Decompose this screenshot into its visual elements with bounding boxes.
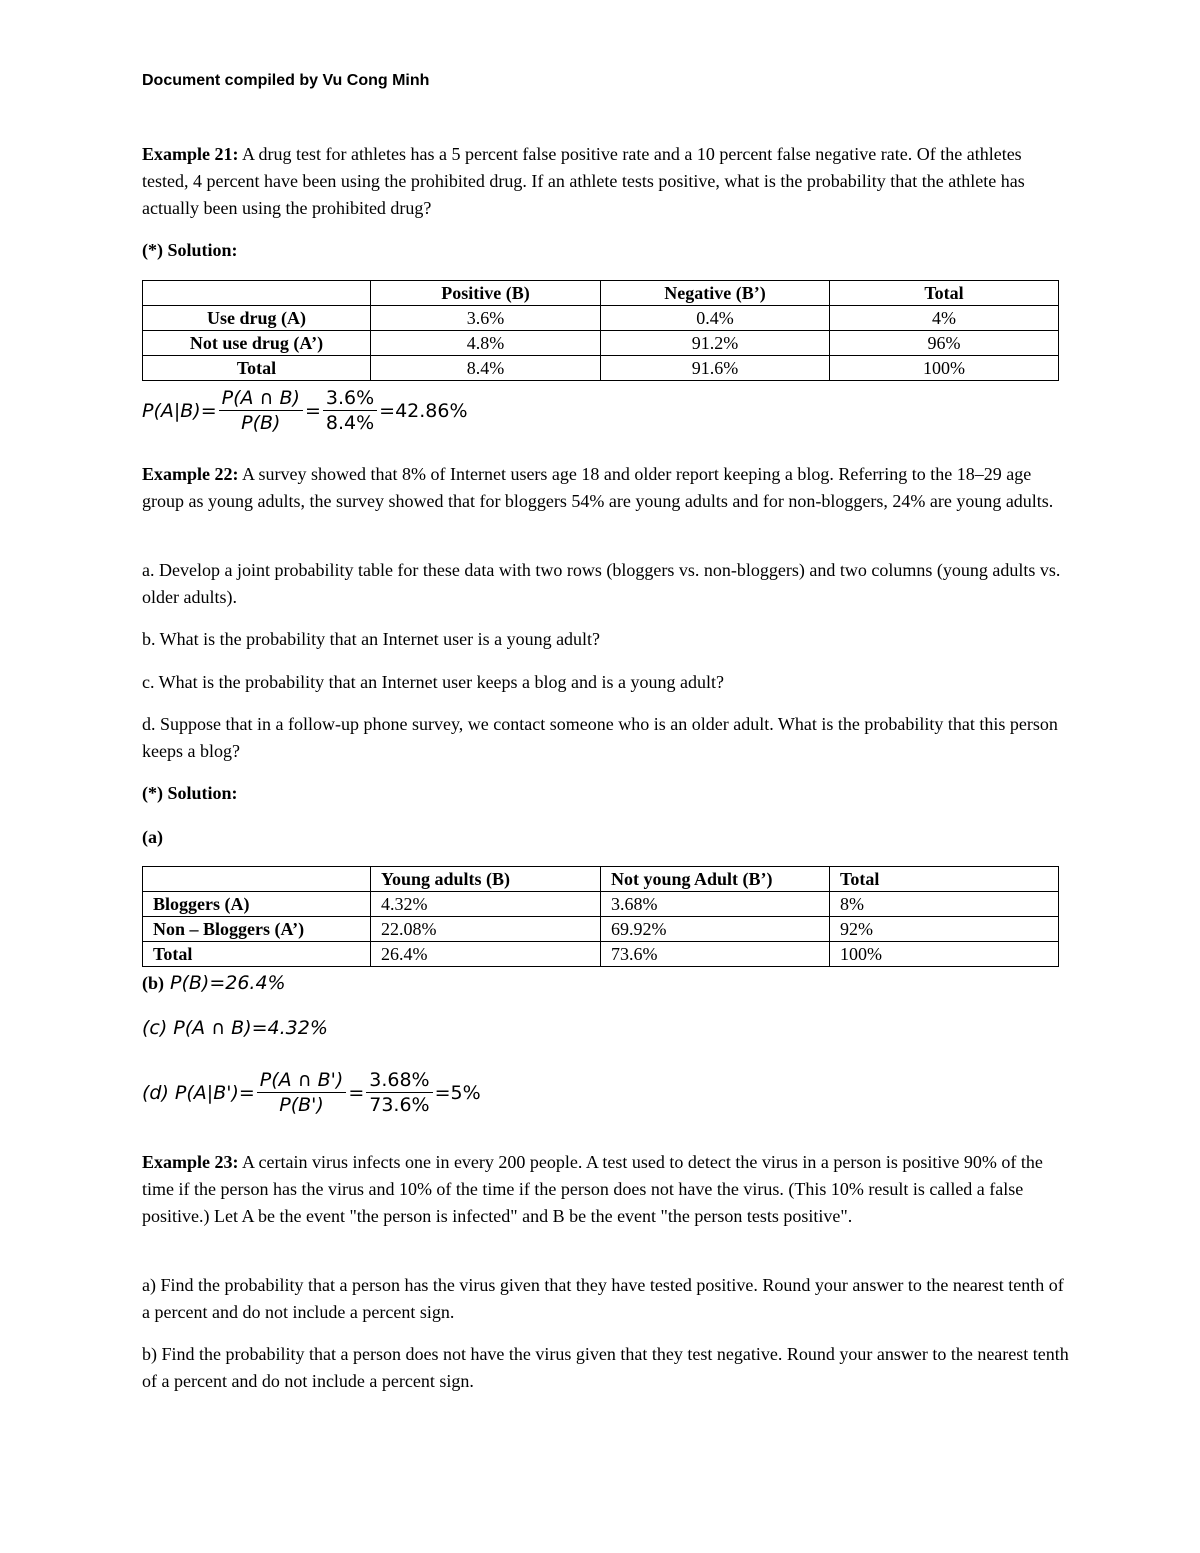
table-cell: 4.8% <box>371 331 601 356</box>
table-cell: 73.6% <box>601 942 830 967</box>
table-header-row <box>143 281 1059 306</box>
example-21-solution-heading: (*) Solution: <box>142 240 238 260</box>
table-cell: 92% <box>830 917 1059 942</box>
example-22-solution-heading: (*) Solution: <box>142 783 238 803</box>
example-22-question-b: b. What is the probability that an Internet user is a young adult? <box>142 629 601 649</box>
table-cell: 26.4% <box>371 942 601 967</box>
table-header-cell: Total <box>830 867 1059 892</box>
table-cell: 4.32% <box>371 892 601 917</box>
formula-fraction: $\frac{P(A \cap B)}{P(B)}$ <box>219 386 303 435</box>
table-cell: 3.6% <box>371 306 601 331</box>
table-cell: 91.6% <box>601 356 830 381</box>
formula-fraction: $\frac{P(A \cap B')}{P(B')}$ <box>257 1068 347 1117</box>
formula-result: =5% <box>434 1081 481 1104</box>
table-cell: 8.4% <box>371 356 601 381</box>
example-22-question-c: c. What is the probability that an Internet user keeps a blog and is a young adult? <box>142 672 725 692</box>
row-header-cell: Non – Bloggers (A’) <box>143 917 371 942</box>
table-header-cell <box>143 867 371 892</box>
table-cell: 91.2% <box>601 331 830 356</box>
document-header: Document compiled by Vu Cong Minh <box>142 72 430 89</box>
table-cell: 96% <box>830 331 1059 356</box>
table-cell: 0.4% <box>601 306 830 331</box>
row-header-cell: Not use drug (A’) <box>143 331 371 356</box>
drug-test-table <box>142 280 1059 381</box>
table-row <box>143 306 1059 331</box>
table-row <box>143 942 1059 967</box>
example-23-question-b: b) Find the probability that a person does not have the virus given that they test negative. Round your answer to the nearest tenth of a percent and do not include a percent sign. <box>142 1344 1069 1391</box>
example-22-question-d: d. Suppose that in a follow-up phone survey, we contact someone who is an older adult. What is the probability that this person keeps a blog? <box>142 714 1058 761</box>
table-header-cell: Young adults (B) <box>371 867 601 892</box>
table-row <box>143 356 1059 381</box>
formula-fraction: $\frac{3.6\%}{8.4\%}$ <box>323 386 377 435</box>
table-header-cell <box>143 281 371 306</box>
example-23-question-a: a) Find the probability that a person has the virus given that they have tested positive. Round your answer to the nearest tenth of a percent and do not include a percent sign. <box>142 1275 1064 1322</box>
answer-b-formula <box>142 972 286 994</box>
example-21-label: Example 21: <box>142 144 239 164</box>
table-row <box>143 892 1059 917</box>
example-21-text: A drug test for athletes has a 5 percent false positive rate and a 10 percent false negative rate. Of the athletes tested, 4 percent have been using the prohibited drug. If an athlete tests positive, what is the probability that the athlete has actually been using the prohibited drug? <box>142 144 1025 218</box>
table-header-cell: Not young Adult (B’) <box>601 867 830 892</box>
answer-d-formula: (d) P(A|B')= $\frac{P(A \cap B')}{P(B')}$ = $\frac{3.68\%}{73.6\%}$ =5% <box>142 1069 481 1116</box>
answer-b-value: P(B)=26.4% <box>170 972 286 994</box>
example-22-statement <box>142 461 1072 515</box>
row-header-cell: Bloggers (A) <box>143 892 371 917</box>
answer-b-label: (b) <box>142 972 164 993</box>
formula-result: =42.86% <box>379 399 468 422</box>
table-header-row <box>143 867 1059 892</box>
row-header-cell: Use drug (A) <box>143 306 371 331</box>
row-header-cell: Total <box>143 942 371 967</box>
formula-lhs: P(A|B)= <box>142 399 217 422</box>
table-cell: 69.92% <box>601 917 830 942</box>
bayes-formula-21: P(A|B)= $\frac{P(A \cap B)}{P(B)}$ = $\frac{3.6\%}{8.4\%}$ =42.86% <box>142 387 468 434</box>
example-22-part-a-label: (a) <box>142 827 163 847</box>
example-22-text: A survey showed that 8% of Internet users age 18 and older report keeping a blog. Referring to the 18–29 age group as young adults, the survey showed that for bloggers 54% are young adults and for non-bloggers, 24% are young adults. <box>142 464 1054 511</box>
table-cell: 100% <box>830 356 1059 381</box>
answer-c-formula: (c) P(A ∩ B)=4.32% <box>142 1017 328 1039</box>
example-23-text: A certain virus infects one in every 200 people. A test used to detect the virus in a person is positive 90% of the time if the person has the virus and 10% of the time if the person does not have the virus. (This 10% result is called a false positive.) Let A be the event "the person is infected" and B be the event "the person tests positive". <box>142 1152 1043 1226</box>
example-22-question-a: a. Develop a joint probability table for these data with two rows (bloggers vs. non-bloggers) and two columns (young adults vs. older adults). <box>142 560 1061 607</box>
table-header-cell: Total <box>830 281 1059 306</box>
formula-fraction: $\frac{3.68\%}{73.6\%}$ <box>366 1068 432 1117</box>
table-header-cell: Negative (B’) <box>601 281 830 306</box>
example-21-statement <box>142 141 1072 222</box>
table-cell: 4% <box>830 306 1059 331</box>
table-cell: 100% <box>830 942 1059 967</box>
table-row <box>143 331 1059 356</box>
example-23-statement <box>142 1149 1072 1230</box>
table-cell: 8% <box>830 892 1059 917</box>
table-cell: 3.68% <box>601 892 830 917</box>
table-cell: 22.08% <box>371 917 601 942</box>
table-row <box>143 917 1059 942</box>
table-header-cell: Positive (B) <box>371 281 601 306</box>
formula-lhs: (d) P(A|B')= <box>142 1081 255 1104</box>
example-23-label: Example 23: <box>142 1152 239 1172</box>
blog-joint-probability-table <box>142 866 1059 967</box>
row-header-cell: Total <box>143 356 371 381</box>
example-22-label: Example 22: <box>142 464 239 484</box>
